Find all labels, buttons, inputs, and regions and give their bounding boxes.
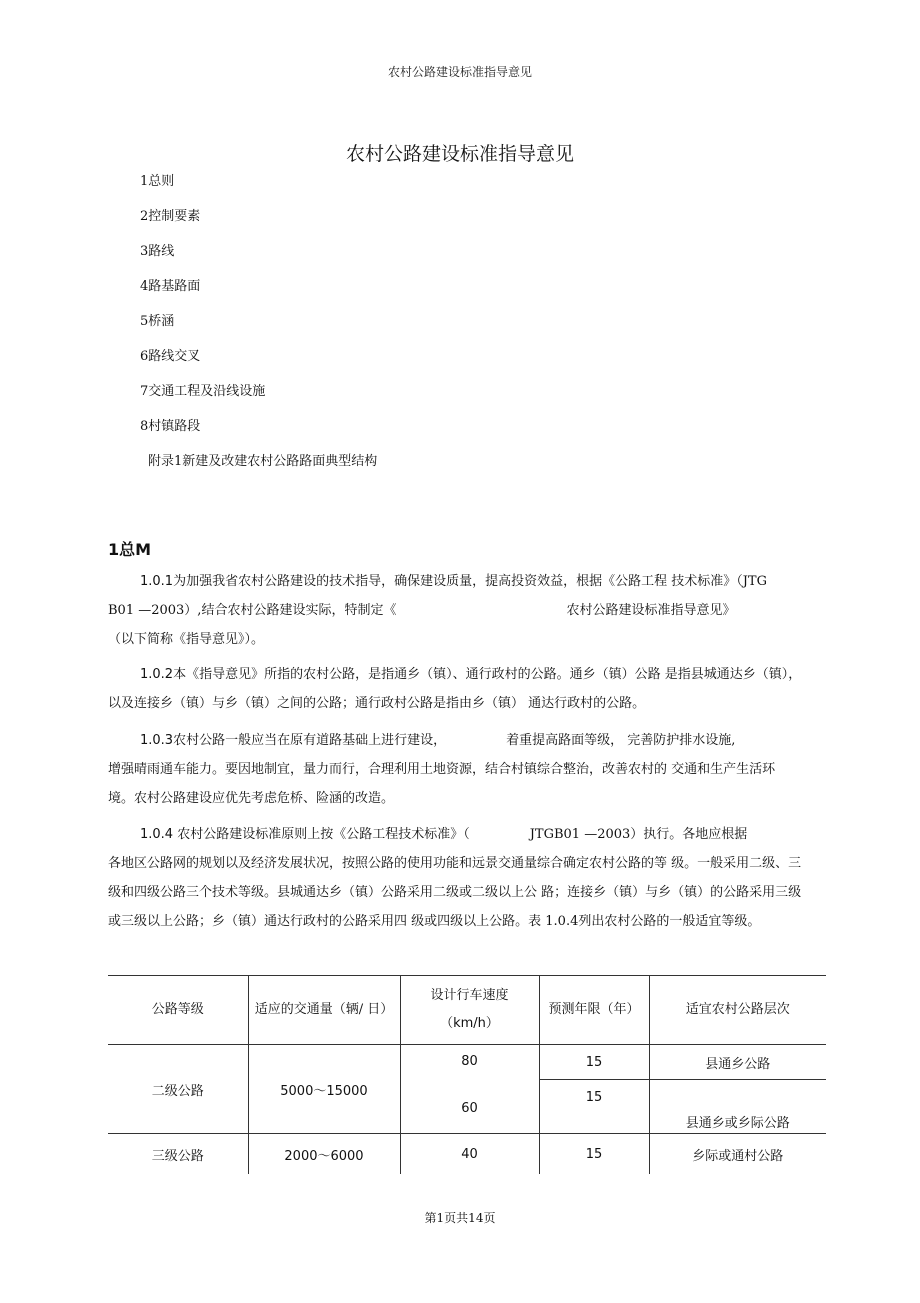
section-heading: 1总M [108,540,152,559]
table-row [108,1045,826,1080]
table-cell: 县通乡公路 [649,1045,826,1080]
paragraph-text: JTGB01 —2003）执行。各地应根据 [529,827,748,842]
paragraph-text: 为加强我省农村公路建设的技术指导，确保建设质量，提高投资效益，根据《公路工程 技术标准》（JTG [173,574,767,589]
column-header: 预测年限（年） [539,976,649,1045]
table-of-contents [140,172,377,487]
paragraph-text: 本《指导意见》所指的农村公路，是指通乡（镇）、通行政村的公路。通乡（镇）公路 是指县城通达乡（镇）， [173,667,802,682]
paragraph-text: 增强晴雨通车能力。要因地制宜，量力而行，合理利用土地资源，结合村镇综合整治，改善农村的 交通和生产生活环 [108,762,776,777]
toc-item: 6路线交叉 [140,349,201,364]
table-cell: 县通乡或乡际公路 [649,1080,826,1134]
toc-item: 3路线 [140,244,175,259]
paragraph-text: 级和四级公路三个技术等级。县城通达乡（镇）公路采用二级或二级以上公 路；连接乡（镇）与乡（镇）的公路采用三级 [108,885,802,900]
toc-item: 2控制要素 [140,209,201,224]
toc-item: 4路基路面 [140,279,201,294]
clause-number: 1.0.3 [140,733,174,748]
table-cell: 40 [400,1134,539,1175]
table-cell: 三级公路 [108,1134,248,1175]
paragraph-text: 或三级以上公路；乡（镇）通达行政村的公路采用四 级或四级以上公路。表 1.0.4列出农村公路的一般适宜等级。 [108,914,761,929]
table-cell: 二级公路 [108,1045,248,1134]
paragraph-1-0-2 [108,660,838,718]
column-header-line: 设计行车速度 [430,988,509,1003]
table-cell: 15 [539,1045,649,1080]
table-cell [400,1045,539,1134]
paragraph-1-0-3 [108,726,838,813]
column-header: 适应的交通量（辆/ 日） [248,976,400,1045]
speed-value: 60 [461,1101,478,1116]
column-header: 适宜农村公路层次 [649,976,826,1045]
paragraph-text: 境。农村公路建设应优先考虑危桥、险涵的改造。 [108,791,395,806]
table-cell: 乡际或通村公路 [649,1134,826,1175]
table-cell: 5000～15000 [248,1045,400,1134]
toc-item: 1总则 [140,174,175,189]
paragraph-text: 着重提高路面等级， 完善防护排水设施, [506,733,736,748]
table-cell: 2000～6000 [248,1134,400,1175]
paragraph-text: （以下简称《指导意见》）。 [108,632,265,647]
paragraph-1-0-1 [108,567,838,654]
page-number: 第1页共14页 [424,1211,496,1225]
speed-value: 80 [461,1054,478,1069]
table-row [108,1134,826,1175]
paragraph-text: 以及连接乡（镇）与乡（镇）之间的公路；通行政村公路是指由乡（镇） 通达行政村的公路。 [108,696,646,711]
table-cell: 15 [539,1080,649,1134]
column-header [400,976,539,1045]
clause-number: 1.0.4 [140,827,174,842]
toc-item: 5桥涵 [140,314,175,329]
toc-item-appendix: 附录1新建及改建农村公路路面典型结构 [148,454,378,469]
clause-number: 1.0.2 [140,667,174,682]
column-header: 公路等级 [108,976,248,1045]
clause-number: 1.0.1 [140,574,174,589]
paragraph-text: 农村公路建设标准原则上按《公路工程技术标准》（ [173,827,470,842]
paragraph-text: B01 —2003）,结合农村公路建设实际，特制定《 [108,603,397,618]
highway-grade-table [108,975,826,1174]
column-header-line: （km/h） [440,1016,499,1031]
toc-item: 7交通工程及沿线设施 [140,384,266,399]
table-cell: 15 [539,1134,649,1175]
running-header: 农村公路建设标准指导意见 [387,65,532,79]
table-header-row [108,976,826,1045]
paragraph-text: 农村公路建设标准指导意见》 [566,603,736,618]
paragraph-1-0-4 [108,820,838,936]
paragraph-text: 各地区公路网的规划以及经济发展状况，按照公路的使用功能和远景交通量综合确定农村公路的等 级。一般采用二级、三 [108,856,802,871]
page-title: 农村公路建设标准指导意见 [345,142,574,165]
paragraph-text: 农村公路一般应当在原有道路基础上进行建设， [173,733,447,748]
toc-item: 8村镇路段 [140,419,201,434]
